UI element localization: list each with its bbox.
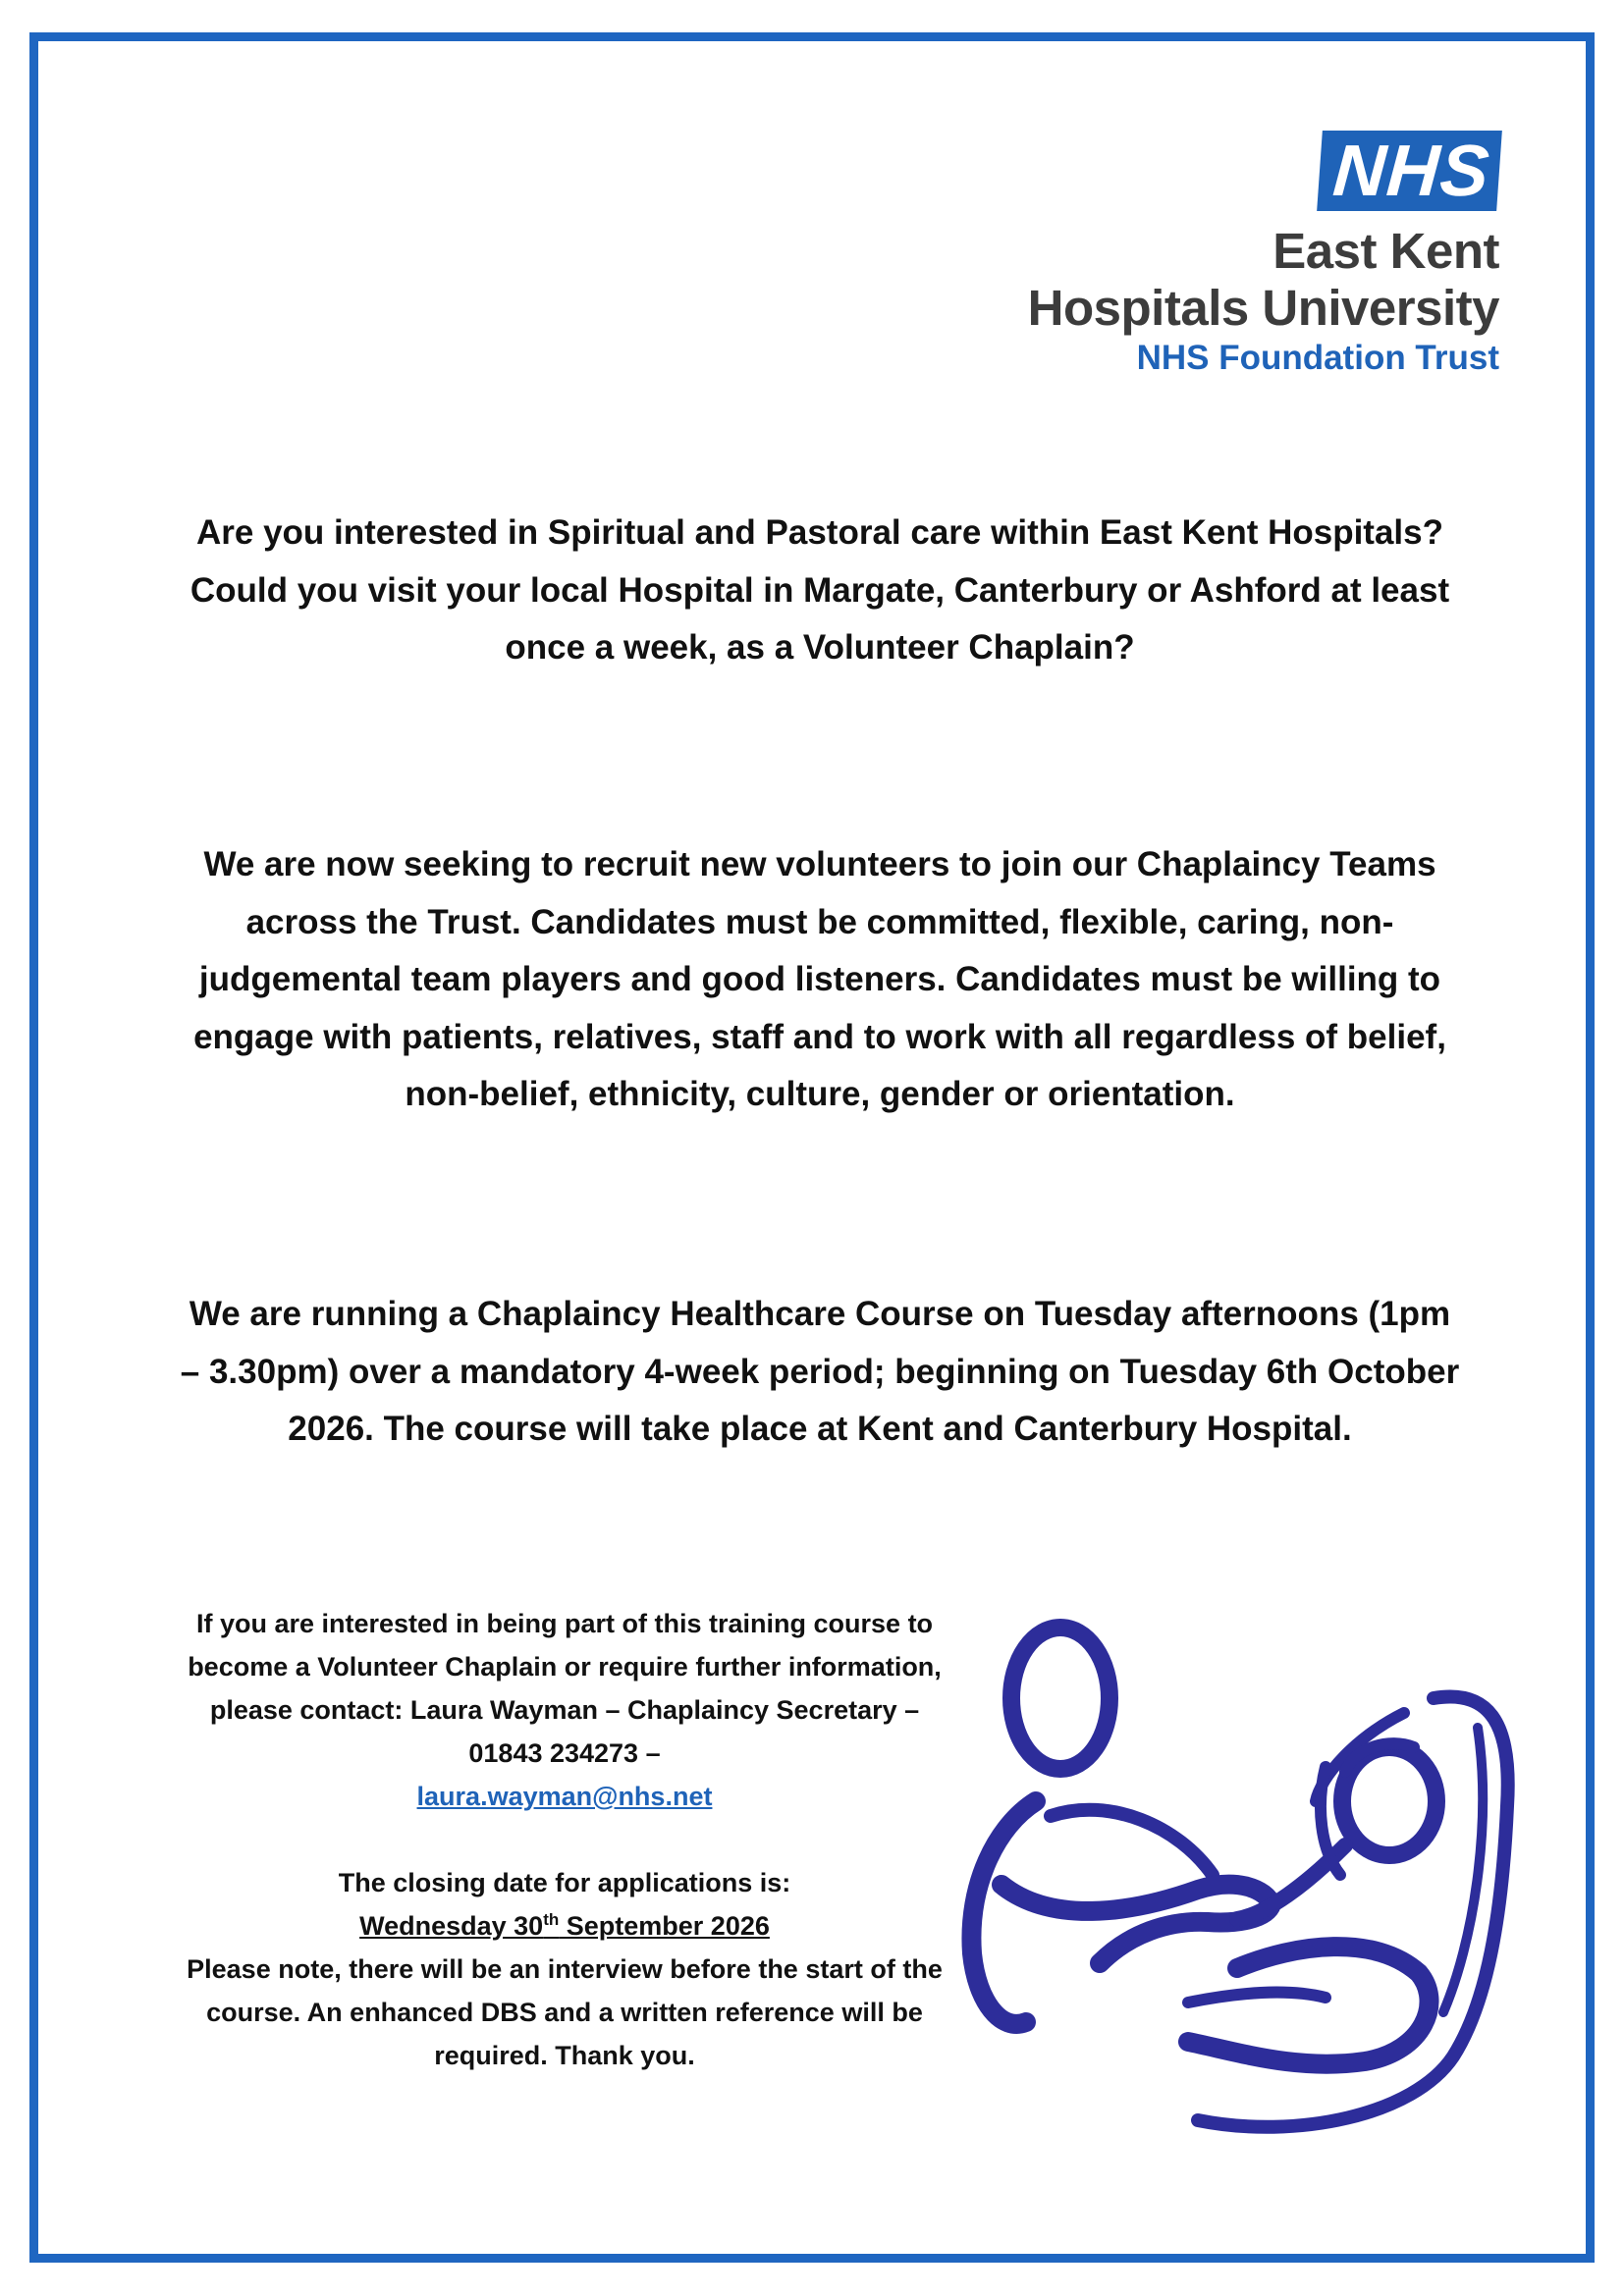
nhs-wordmark: NHS (1317, 131, 1502, 211)
logo-line-east-kent: East Kent (1272, 223, 1499, 279)
closing-block (187, 1861, 943, 2077)
closing-date-label: The closing date for applications is: (338, 1868, 791, 1897)
nhs-logo (949, 131, 1499, 380)
contact-block (187, 1602, 943, 1818)
recruitment-paragraph: We are now seeking to recruit new volunteers to join our Chaplaincy Teams across the Trust. Candidates must be committed, flexible, caring, non-judgemental team players and good listeners. Candidates must be willing to engage with patients, relatives, staff and to work with all regardless of belief, non-belief, ethnicity, culture, gender or orientation. (193, 845, 1446, 1113)
chaplain-body (971, 1801, 1036, 2024)
closing-note: Please note, there will be an interview before the start of the course. An enhanced DBS and a written reference will be required. Thank you. (187, 1954, 943, 2070)
logo-line-foundation-trust: NHS Foundation Trust (1136, 339, 1499, 377)
course-paragraph: We are running a Chaplaincy Healthcare Course on Tuesday afternoons (1pm – 3.30pm) over a mandatory 4-week period; beginning on Tuesday 6th October 2026. The course will take place at Kent and Canterbury Hospital. (180, 1295, 1460, 1448)
closing-date: Wednesday 30th September 2026 (359, 1910, 770, 1941)
contact-text: If you are interested in being part of this training course to become a Volunteer Chaplain or require further information, please contact: Laura Wayman – Chaplaincy Secretary – 01843 234273 – (188, 1609, 942, 1768)
chaplain-head (1011, 1628, 1110, 1769)
chaplain-visiting-patient-illustration (943, 1590, 1551, 2140)
email-link[interactable]: laura.wayman@nhs.net (416, 1782, 713, 1811)
logo-line-hospitals-university: Hospitals University (1027, 280, 1499, 336)
intro-paragraph: Are you interested in Spiritual and Pastoral care within East Kent Hospitals? Could you visit your local Hospital in Margate, Canterbury or Ashford at least once a week, as a Volunteer Chaplain? (189, 513, 1450, 667)
